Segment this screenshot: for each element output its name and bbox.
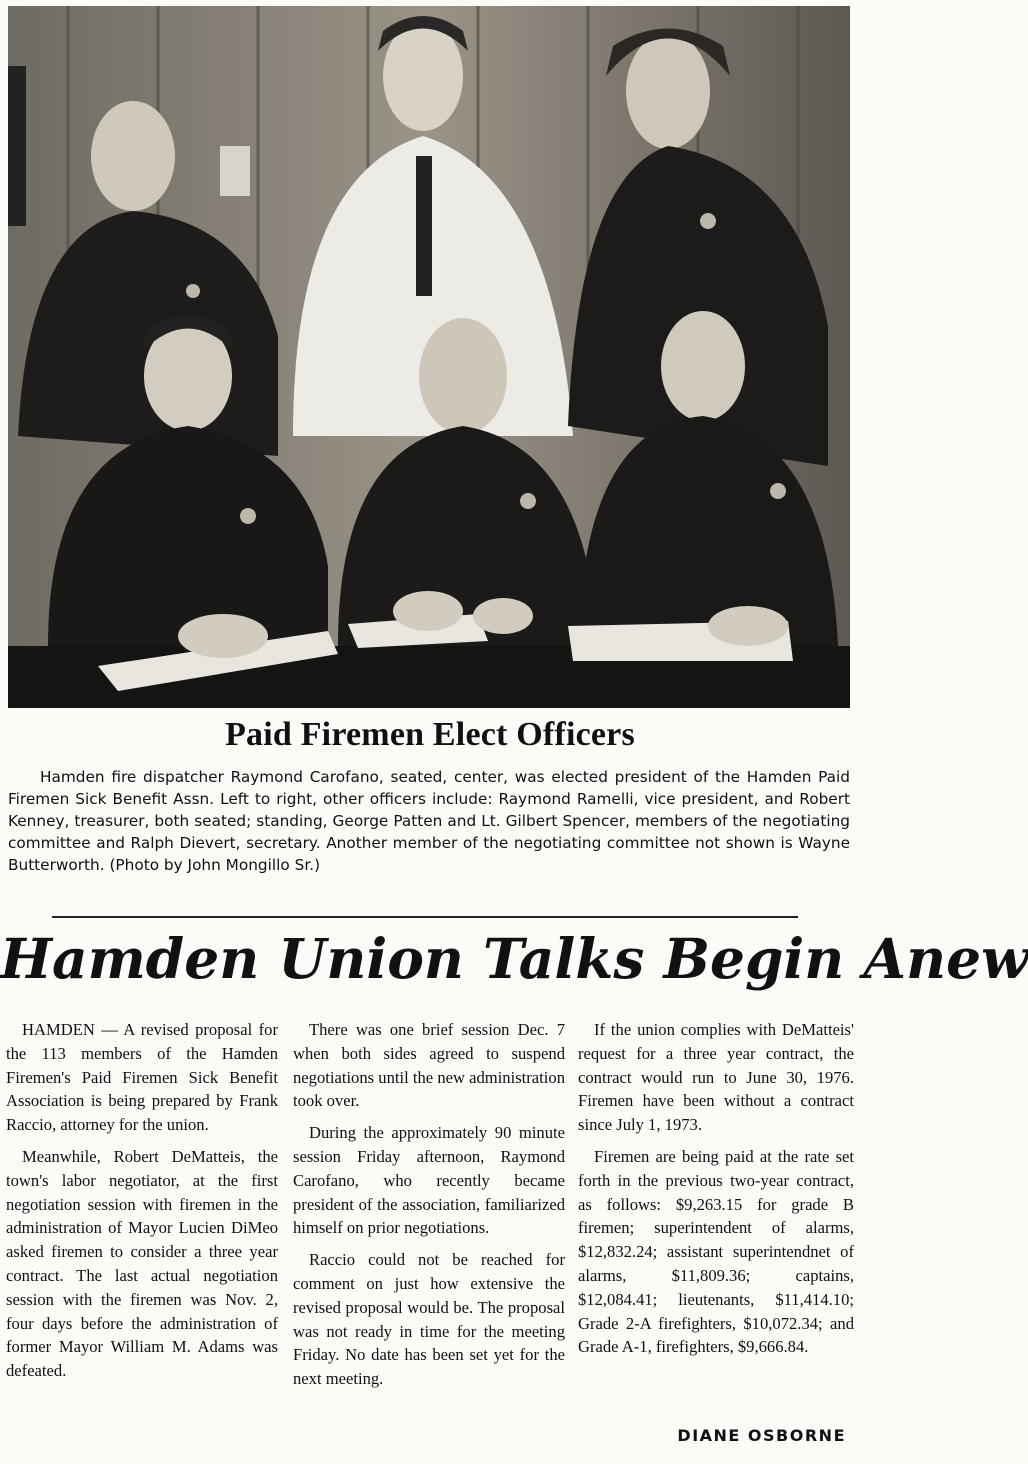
article-body (6, 1018, 854, 1448)
byline: DIANE OSBORNE (677, 1426, 846, 1445)
paragraph: If the union complies with DeMatteis' request for a three year contract, the contract would run to June 30, 1976. Firemen have been without a contract since July 1, 1973. (578, 1020, 854, 1135)
paragraph: Meanwhile, Robert DeMatteis, the town's labor negotiator, at the first negotiation session with firemen in the administration of Mayor Lucien DiMeo asked firemen to consider a three year contract. The last actual negotiation session with the firemen was Nov. 2, four days before the administration of former Mayor William M. Adams was defeated. (6, 1146, 278, 1381)
photo-illustration (8, 6, 850, 708)
article-headline: Hamden Union Talks Begin Anew (0, 926, 1028, 991)
column-3 (578, 1018, 854, 1359)
paragraph: HAMDEN — A revised proposal for the 113 members of the Hamden Firemen's Paid Firemen Sick Benefit Association is being prepared by Frank Raccio, attorney for the union. (6, 1020, 278, 1135)
divider (52, 916, 798, 918)
column-2 (293, 1018, 565, 1391)
photo-caption: Hamden fire dispatcher Raymond Carofano, seated, center, was elected president of the Hamden Paid Firemen Sick Benefit Assn. Left to right, other officers include: Raymond Ramelli, vice president, and Robert Kenney, treasurer, both seated; standing, George Patten and Lt. Gilbert Spencer, members of the negotiating committee and Ralph Dievert, secretary. Another member of the negotiating committee not shown is Wayne Butterworth. (Photo by John Mongillo Sr.) (8, 768, 850, 874)
paragraph: During the approximately 90 minute session Friday afternoon, Raymond Carofano, who recently became president of the association, familiarized himself on prior negotiations. (293, 1123, 565, 1238)
paragraph: Firemen are being paid at the rate set forth in the previous two-year contract, as follows: $9,263.15 for grade B firemen; superintendent of alarms, $12,832.24; assistant superintendnet of alarms, $11,809.36; captains, $12,084.41; lieutenants, $11,414.10; Grade 2-A firefighters, $10,072.34; and Grade A-1, firefighters, $9,666.84. (578, 1146, 854, 1357)
group-photo (8, 6, 850, 708)
paragraph: Raccio could not be reached for comment on just how extensive the revised proposal would be. The proposal was not ready in time for the meeting Friday. No date has been set yet for the next meeting. (293, 1250, 565, 1389)
column-1 (6, 1018, 278, 1383)
paragraph: There was one brief session Dec. 7 when both sides agreed to suspend negotiations until the new administration took over. (293, 1020, 565, 1111)
photo-caption-title: Paid Firemen Elect Officers (225, 716, 635, 753)
